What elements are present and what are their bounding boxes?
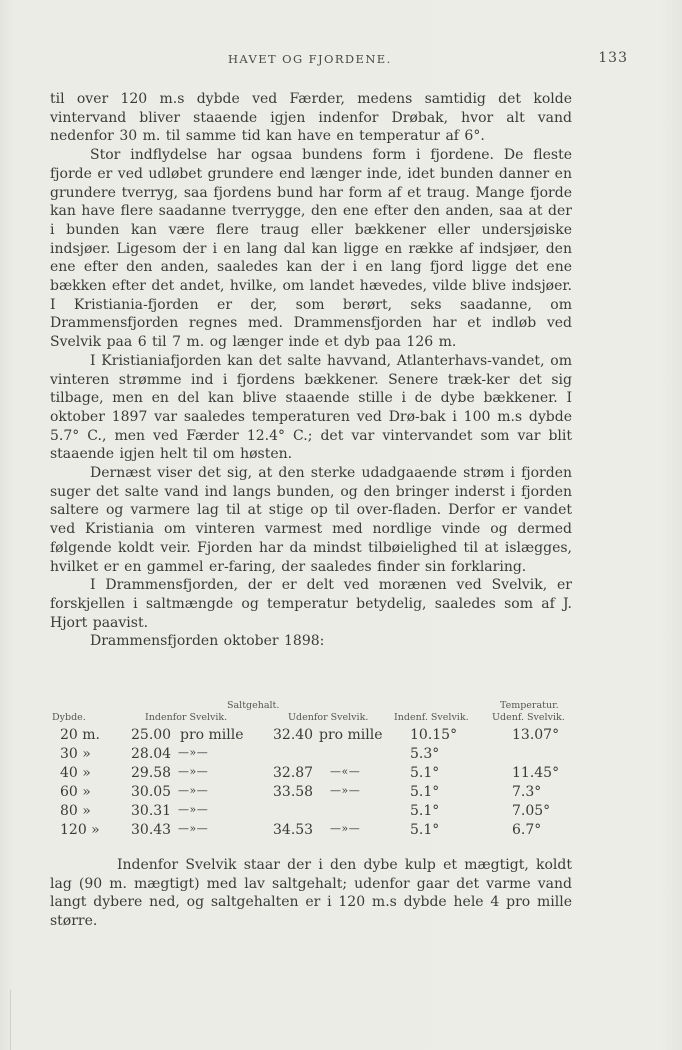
cell-salt-outside: 33.58 (273, 784, 314, 800)
cell-temp-inside: 5.1° (410, 803, 440, 819)
cell-salt-outside-unit: —«— (330, 765, 361, 778)
cell-temp-inside: 5.1° (410, 822, 440, 838)
paragraph: Stor indflydelse har ogsaa bundens form i fjordene. De fleste fjorde er ved udløbet grundere end længer inde, idet bunden danner en grundere tverryg, saa fjordens bund har form af et traug. Mange fjorde kan have flere saadanne tverrygge, den ene efter den anden, saa at der i bunden kan være flere traug eller bækkener eller undersjøiske indsjøer. Ligesom der i en lang dal kan ligge en række af indsjøer, den ene efter den anden, saaledes kan der i en lang fjord ligge det ene bækken efter det andet, hvilke, om landet hævedes, vilde blive indsjøer. I Kristiania-fjorden er der, som berørt, seks saadanne, om Drammensfjorden regnes med. Drammensfjorden har et indløb ved Svelvik paa 6 til 7 m. og længer inde et dyb paa 126 m. (50, 147, 572, 351)
col-depth: Dybde. (52, 712, 86, 723)
cell-temp-outside: 6.7° (512, 822, 542, 838)
page-edge (0, 990, 11, 1050)
cell-salt-inside-unit: pro mille (180, 727, 244, 743)
cell-salt-inside-unit: —»— (178, 803, 209, 816)
cell-salt-outside: 32.40 (273, 727, 314, 743)
group-header-salt: Saltgehalt. (227, 700, 280, 711)
table-row (60, 746, 580, 765)
table-group-header (60, 700, 580, 712)
data-table (52, 700, 580, 841)
cell-temp-outside: 7.3° (512, 784, 542, 800)
table-row (60, 822, 580, 841)
cell-salt-inside: 30.31 (131, 803, 172, 819)
cell-temp-inside: 5.3° (410, 746, 440, 762)
closing-text (50, 856, 572, 931)
cell-salt-inside-unit: —»— (178, 822, 209, 835)
cell-depth: 120 » (60, 822, 100, 838)
cell-salt-outside: 32.87 (273, 765, 314, 781)
cell-temp-outside: 13.07° (512, 727, 560, 743)
cell-temp-inside: 5.1° (410, 765, 440, 781)
cell-depth: 20 m. (60, 727, 100, 743)
cell-salt-inside: 29.58 (131, 765, 172, 781)
paragraph: I Drammensfjorden, der er delt ved morænen ved Svelvik, er forskjellen i saltmængde og temperatur betydelig, saaledes som af J. Hjort paavist. (50, 577, 572, 631)
body-text (50, 90, 572, 651)
paragraph: til over 120 m.s dybde ved Færder, medens samtidig det kolde vintervand bliver staaende igjen indenfor Drøbak, hvor alt vand nedenfor 30 m. til samme tid kan have en temperatur af 6°. (50, 91, 572, 145)
table-row (60, 727, 580, 746)
cell-salt-outside: 34.53 (273, 822, 314, 838)
table-row (60, 803, 580, 822)
paragraph: Indenfor Svelvik staar der i den dybe kulp et mægtigt, koldt lag (90 m. mægtigt) med lav saltgehalt; udenfor gaar det varme vand langt dybere ned, og saltgehalten er i 120 m.s dybde hele 4 pro mille større. (50, 857, 572, 930)
cell-salt-outside-unit: pro mille (319, 727, 383, 743)
cell-depth: 40 » (60, 765, 91, 781)
cell-salt-outside-unit: —»— (330, 822, 361, 835)
col-temp-outside: Udenf. Svelvik. (492, 712, 565, 723)
page-number: 133 (598, 50, 628, 66)
cell-salt-inside-unit: —»— (178, 784, 209, 797)
col-temp-inside: Indenf. Svelvik. (394, 712, 469, 723)
cell-salt-inside-unit: —»— (178, 746, 209, 759)
cell-temp-inside: 5.1° (410, 784, 440, 800)
paragraph: I Kristianiafjorden kan det salte havvand, Atlanterhavs-vandet, om vinteren strømme ind i fjordens bækkener. Senere træk-ker det sig tilbage, men en del kan blive staaende stille i de dybe bækkener. I oktober 1897 var saaledes temperaturen ved Drø-bak i 100 m.s dybde 5.7° C., men ved Færder 12.4° C.; det var vintervandet som var blit staaende igjen helt til om høsten. (50, 352, 572, 463)
cell-depth: 30 » (60, 746, 91, 762)
cell-depth: 80 » (60, 803, 91, 819)
cell-temp-outside: 7.05° (512, 803, 551, 819)
table-row (60, 784, 580, 803)
col-salt-outside: Udenfor Svelvik. (288, 712, 369, 723)
group-header-temp: Temperatur. (500, 700, 559, 711)
table-caption: Drammensfjorden oktober 1898: (90, 633, 325, 650)
paragraph: Dernæst viser det sig, at den sterke udadgaaende strøm i fjorden suger det salte vand ind langs bunden, og den bringer inderst i fjorden saltere og varmere lag til at stige op til over-fladen. Derfor er vandet ved Kristiania om vinteren varmest med nordlige vinde og dermed følgende koldt veir. Fjorden har da mindst tilbøielighed til at islægges, hvilket er en gammel er-faring, der saaledes finder sin forklaring. (50, 465, 572, 575)
cell-salt-outside-unit: —»— (330, 784, 361, 797)
cell-salt-inside: 25.00 (131, 727, 172, 743)
cell-depth: 60 » (60, 784, 91, 800)
cell-salt-inside: 28.04 (131, 746, 172, 762)
cell-salt-inside-unit: —»— (178, 765, 209, 778)
table-row (60, 765, 580, 784)
running-title: HAVET OG FJORDENE. (228, 52, 392, 66)
col-salt-inside: Indenfor Svelvik. (145, 712, 228, 723)
cell-salt-inside: 30.43 (131, 822, 172, 838)
cell-temp-inside: 10.15° (410, 727, 458, 743)
cell-temp-outside: 11.45° (512, 765, 560, 781)
cell-salt-inside: 30.05 (131, 784, 172, 800)
table-column-header (52, 712, 580, 724)
running-header (0, 50, 682, 72)
